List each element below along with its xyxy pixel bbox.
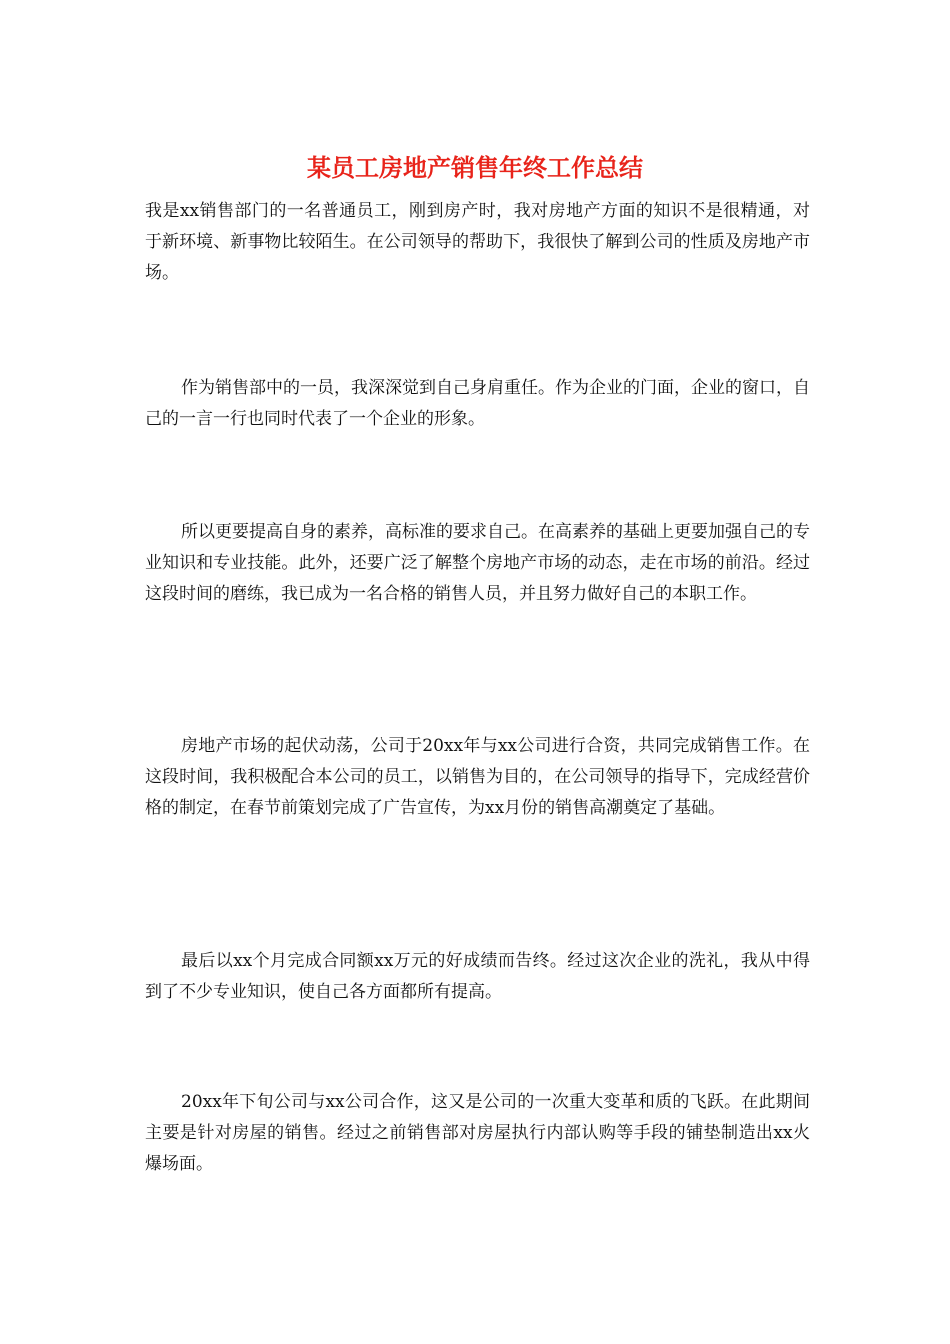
paragraph-5: 最后以xx个月完成合同额xx万元的好成绩而告终。经过这次企业的洗礼，我从中得到了不少专业知识，使自己各方面都所有提高。 (145, 951, 810, 1002)
paragraph-2: 作为销售部中的一员，我深深觉到自己身肩重任。作为企业的门面，企业的窗口，自己的一言一行也同时代表了一个企业的形象。 (145, 378, 810, 429)
paragraph-3: 所以更要提高自身的素养，高标准的要求自己。在高素养的基础上更要加强自己的专业知识和专业技能。此外，还要广泛了解整个房地产市场的动态，走在市场的前沿。经过这段时间的磨练，我已成为一名合格的销售人员，并且努力做好自己的本职工作。 (145, 522, 810, 604)
paragraph-1: 我是xx销售部门的一名普通员工，刚到房产时，我对房地产方面的知识不是很精通，对于新环境、新事物比较陌生。在公司领导的帮助下，我很快了解到公司的性质及房地产市场。 (145, 201, 810, 283)
paragraph-4: 房地产市场的起伏动荡，公司于20xx年与xx公司进行合资，共同完成销售工作。在这段时间，我积极配合本公司的员工，以销售为目的，在公司领导的指导下，完成经营价格的制定，在春节前策划完成了广告宣传，为xx月份的销售高潮奠定了基础。 (145, 736, 810, 818)
paragraph-6: 20xx年下旬公司与xx公司合作，这又是公司的一次重大变革和质的飞跃。在此期间主要是针对房屋的销售。经过之前销售部对房屋执行内部认购等手段的铺垫制造出xx火爆场面。 (145, 1092, 810, 1174)
document-title: 某员工房地产销售年终工作总结 (307, 153, 643, 182)
